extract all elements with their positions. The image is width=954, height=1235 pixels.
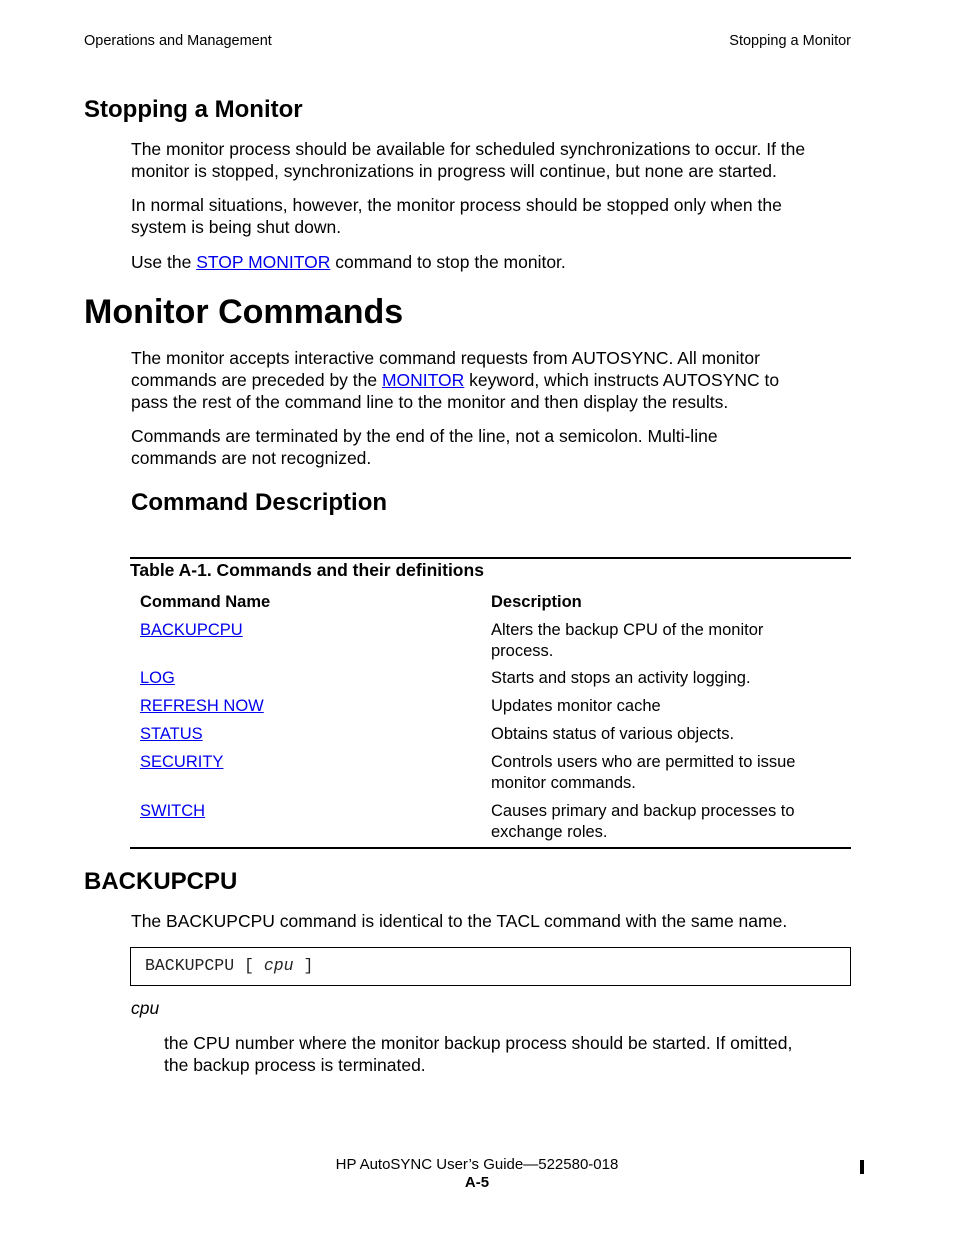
syntax-parameter: cpu (263, 956, 294, 975)
syntax-text (145, 956, 313, 975)
section-heading-command-description: Command Description (131, 489, 388, 516)
command-link-switch[interactable]: SWITCH (140, 802, 206, 820)
monitor-link[interactable]: MONITOR (381, 370, 465, 390)
text-span: commands are preceded by the (131, 370, 382, 390)
table-top-rule (130, 557, 851, 559)
parameter-description (164, 1032, 792, 1076)
text-line: Commands are terminated by the end of the line, not a semicolon. Multi-line (131, 426, 718, 446)
text-line: Controls users who are permitted to issue (491, 753, 796, 771)
section-heading-backupcpu: BACKUPCPU (84, 868, 238, 895)
text-line: the CPU number where the monitor backup process should be started. If omitted, (164, 1033, 793, 1053)
table-caption: Table A-1. Commands and their definitions (130, 560, 484, 580)
text-line: pass the rest of the command line to the monitor and then display the results. (131, 392, 729, 412)
parameter-name: cpu (131, 998, 160, 1018)
section-heading-stopping: Stopping a Monitor (84, 96, 303, 123)
command-link-security[interactable]: SECURITY (140, 753, 224, 771)
command-link-backupcpu[interactable]: BACKUPCPU (140, 621, 243, 639)
command-link-log[interactable]: LOG (140, 669, 175, 687)
syntax-close: ] (293, 956, 314, 975)
text-line (131, 369, 779, 391)
text-line: Alters the backup CPU of the monitor (491, 621, 764, 639)
table-row-description (491, 801, 795, 843)
column-header-command-name: Command Name (140, 593, 271, 611)
text-line: the backup process is terminated. (164, 1055, 426, 1075)
text-span: keyword, which instructs AUTOSYNC to (464, 370, 780, 390)
syntax-command: BACKUPCPU [ (145, 956, 264, 975)
text-line: The monitor process should be available for scheduled synchronizations to occur. If the (131, 139, 806, 159)
table-row-description: Starts and stops an activity logging. (491, 669, 751, 687)
monitor-commands-paragraph-2 (131, 425, 718, 469)
text-line: exchange roles. (491, 823, 608, 841)
command-link-refresh-now[interactable]: REFRESH NOW (140, 697, 264, 715)
table-row-description: Updates monitor cache (491, 697, 661, 715)
stopping-paragraph-1 (131, 138, 805, 182)
text-line: In normal situations, however, the monitor process should be stopped only when the (131, 195, 782, 215)
footer-title: HP AutoSYNC User’s Guide—522580-018 (335, 1156, 619, 1173)
text-line: process. (491, 642, 554, 660)
text-line: monitor is stopped, synchronizations in progress will continue, but none are started. (131, 161, 777, 181)
monitor-commands-paragraph-1 (131, 347, 779, 413)
running-header-right: Stopping a Monitor (729, 33, 851, 49)
backupcpu-paragraph: The BACKUPCPU command is identical to the TACL command with the same name. (131, 911, 788, 931)
text-span: Use the (131, 252, 197, 272)
table-row-description (491, 752, 795, 794)
table-row-description: Obtains status of various objects. (491, 725, 735, 743)
text-line: commands are not recognized. (131, 448, 372, 468)
running-header-left: Operations and Management (84, 33, 272, 49)
table-bottom-rule (130, 847, 851, 849)
stopping-paragraph-3 (131, 251, 566, 273)
change-bar (860, 1160, 864, 1174)
column-header-description: Description (491, 593, 582, 611)
text-line: system is being shut down. (131, 217, 342, 237)
text-line: Causes primary and backup processes to (491, 802, 795, 820)
stopping-paragraph-2 (131, 194, 782, 238)
text-line: monitor commands. (491, 774, 636, 792)
text-line: The monitor accepts interactive command requests from AUTOSYNC. All monitor (131, 348, 760, 368)
chapter-heading-monitor-commands: Monitor Commands (84, 293, 404, 331)
stop-monitor-link[interactable]: STOP MONITOR (196, 252, 331, 272)
syntax-box (130, 947, 851, 986)
page-number: A-5 (464, 1174, 490, 1191)
text-span: command to stop the monitor. (330, 252, 566, 272)
command-link-status[interactable]: STATUS (140, 725, 203, 743)
table-row-description (491, 620, 763, 662)
